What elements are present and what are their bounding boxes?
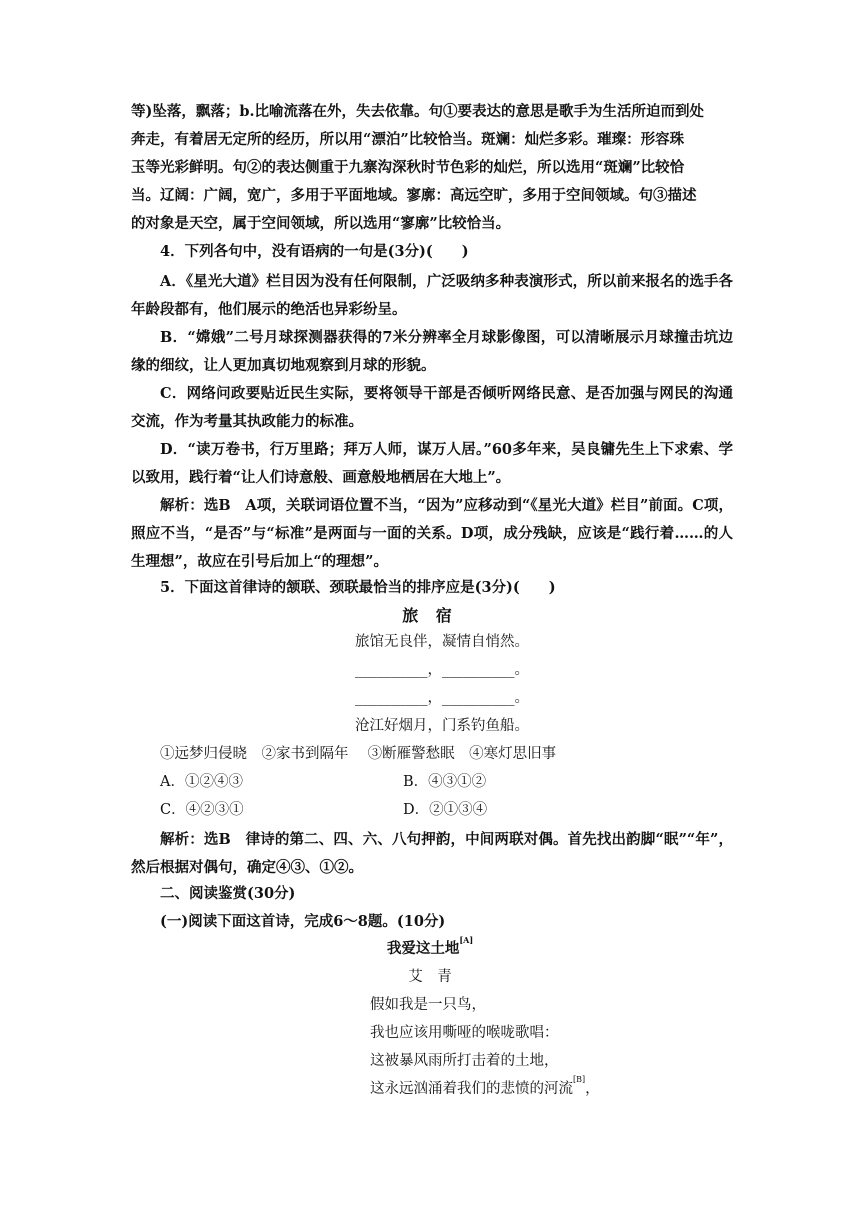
explain-line-1: 等)坠落，飘落；b.比喻流落在外，失去依靠。句①要表达的意思是歌手为生活所迫而到处 <box>131 103 705 120</box>
poem2-line-4 <box>370 1077 600 1098</box>
q4-option-a: A．《星光大道》栏目因为没有任何限制，广泛吸纳多种表演形式，所以前来报名的选手各年龄段都有，他们展示的绝活也异彩纷呈。 <box>131 273 733 318</box>
poem2-title <box>0 937 860 958</box>
poem2-author: 艾 青 <box>408 969 452 985</box>
q5-poem-title: 旅 宿 <box>402 606 458 625</box>
section2-heading: 二、阅读鉴赏(30分) <box>160 885 296 902</box>
poem2-line-2: 我也应该用嘶哑的喉咙歌唱： <box>370 1025 559 1041</box>
q5-choices: ①远梦归侵晓 ②家书到隔年 ③断雁警愁眠 ④寒灯思旧事 <box>160 746 557 762</box>
q5-option-c: C．④②③① <box>160 802 244 818</box>
q5-analysis <box>131 826 733 882</box>
q5-blank-line-2: __________，__________。 <box>355 690 529 706</box>
explain-line-4: 当。辽阔：广阔，宽广，多用于平面地域。寥廓：高远空旷，多用于空间领域。句③描述 <box>131 187 697 204</box>
poem2-title-note: [A] <box>459 935 474 945</box>
poem2-title-text: 我爱这土地 <box>386 940 460 957</box>
q5-option-a: A．①②④③ <box>160 774 243 790</box>
q5-option-d: D．②①③④ <box>403 802 488 818</box>
q4-option-b: B．“嫦娥”二号月球探测器获得的7米分辨率全月球影像图，可以清晰展示月球撞击坑边缘的细纹，让人更加真切地观察到月球的形貌。 <box>131 329 733 374</box>
explain-line-2: 奔走，有着居无定所的经历，所以用“漂泊”比较恰当。斑斓：灿烂多彩。璀璨：形容珠 <box>131 131 685 148</box>
q5-poem-line-4: 沧江好烟月，门系钓鱼船。 <box>355 718 529 734</box>
explain-line-3: 玉等光彩鲜明。句②的表达侧重于九寨沟深秋时节色彩的灿烂，所以选用“斑斓”比较恰 <box>131 159 685 176</box>
poem2-line-4-note: [B] <box>573 1075 586 1084</box>
q4-analysis-label: 解析： <box>160 497 204 514</box>
q5-stem: 5．下面这首律诗的颔联、颈联最恰当的排序应是(3分)( ) <box>160 579 556 596</box>
poem2-line-1: 假如我是一只鸟， <box>370 997 486 1013</box>
q4-analysis <box>131 492 733 576</box>
explain-line-5: 的对象是天空，属于空间领域，所以选用“寥廓”比较恰当。 <box>131 215 511 232</box>
poem2-line-4-text: 这永远汹涌着我们的悲愤的河流 <box>370 1081 573 1097</box>
poem2-line-3: 这被暴风雨所打击着的土地， <box>370 1053 559 1069</box>
poem2-line-4-tail: ， <box>585 1081 600 1097</box>
q4-option-d: D．“读万卷书，行万里路；拜万人师，谋万人居。”60多年来，吴良镛先生上下求索、学以致用，践行着“让人们诗意般、画意般地栖居在大地上”。 <box>131 441 733 486</box>
q5-blank-line-1: __________，__________。 <box>355 662 529 678</box>
q5-analysis-text: 选B 律诗的第二、四、六、八句押韵，中间两联对偶。首先找出韵脚“眠”“年”，然后根据对偶句，确定④③、①②。 <box>131 831 733 876</box>
section2-subheading: (一)阅读下面这首诗，完成6～8题。(10分) <box>160 913 446 930</box>
q5-poem-line-1: 旅馆无良伴，凝情自悄然。 <box>355 634 529 650</box>
q5-analysis-label: 解析： <box>160 831 204 848</box>
q4-option-c: C．网络问政要贴近民生实际，要将领导干部是否倾听网络民意、是否加强与网民的沟通交流，作为考量其执政能力的标准。 <box>131 385 733 430</box>
q4-stem: 4．下列各句中，没有语病的一句是(3分)( ) <box>160 243 469 260</box>
q4-analysis-text: 选B A项，关联词语位置不当，“因为”应移动到“《星光大道》栏目”前面。C项，照应不当，“是否”与“标准”是两面与一面的关系。D项，成分残缺，应该是“践行着……的人生理想”，故应在引号后加上“的理想”。 <box>131 497 734 570</box>
q5-option-b: B．④③①② <box>403 774 487 790</box>
